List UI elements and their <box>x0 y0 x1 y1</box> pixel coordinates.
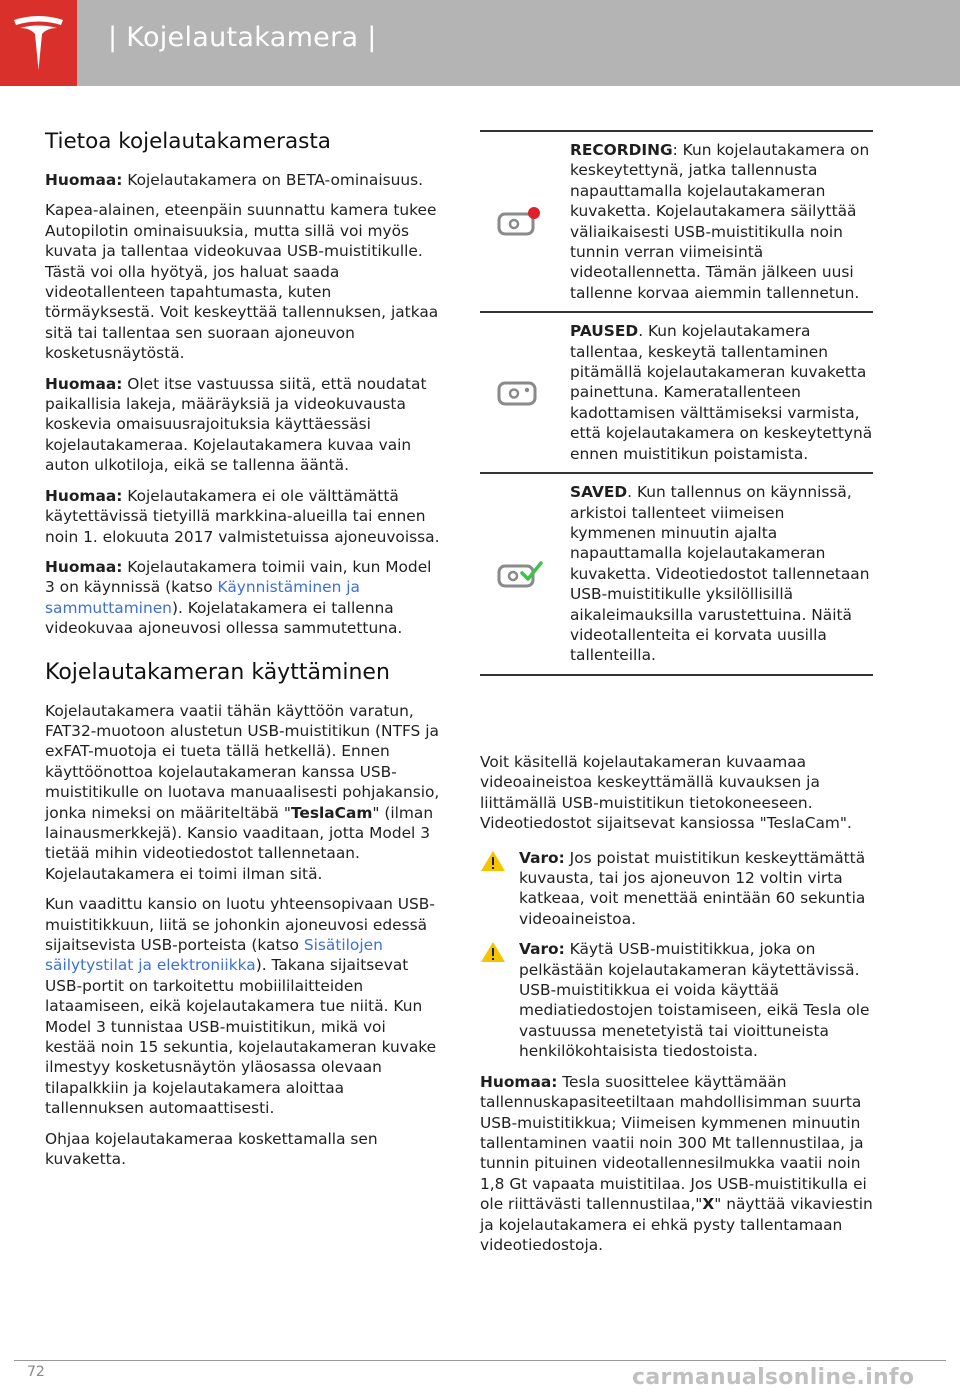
note-beta <box>45 170 440 190</box>
link-interior-storage[interactable]: Sisätilojen säilytystilat ja elektroniikka <box>45 936 383 975</box>
note-label: Huomaa: <box>45 486 123 505</box>
status-description: . Kun tallennus on käynnissä, arkistoi tallenteet viimeisen kymmenen minuutin ajalta napauttamalla kojelautakameran kuvaketta. Videotiedostot tallennetaan USB-muistitikulle yksilöllisillä aikaleimauksilla varustettuina. Näitä videotallenteita ei korvata uusilla tallenteilla. <box>570 483 870 665</box>
page-header <box>0 0 960 86</box>
note-text: Olet itse vastuussa siitä, että noudatat paikallisia lakeja, määräyksiä ja videokuvausta koskevia omaisuusrajoituksia käyttäessäsi kojelautakameraa. Kojelautakamera kuvaa vain auton ulkotiloja, eikä se tallenna ääntä. <box>45 374 427 475</box>
note-text: Kojelautakamera ei ole välttämättä käytettävissä tietyillä markkina-alueilla tai ennen noin 1. elokuuta 2017 valmistetuissa ajoneuvoissa. <box>45 486 440 546</box>
folder-name: TeslaCam <box>290 803 373 822</box>
page-title: | Kojelautakamera | <box>108 22 377 53</box>
note-text: Kojelautakamera toimii vain, kun Model 3 on käynnissä (katso <box>45 557 432 597</box>
note-text: " näyttää vikaviestin ja kojelautakamera ei ehkä pysty tallentamaan videotiedostoja. <box>480 1195 873 1254</box>
caution-text: Käytä USB-muistitikkua, joka on pelkästään kojelautakameran käytettävissä. USB-muistitikkua ei voida käyttää mediatiedostojen toistamiseen, eikä Tesla ole vastuussa menetetyistä tai vioittuneista henkilökohtaisista tiedostoista. <box>519 940 870 1061</box>
link-starting-stopping[interactable]: Käynnistäminen ja sammuttaminen <box>45 578 360 617</box>
paragraph-text: " (ilman lainausmerkkejä). Kansio vaaditaan, jotta Model 3 tietää mihin videotiedostot tallennetaan. Kojelautakamera ei toimi ilman sitä. <box>45 803 434 883</box>
page-number: 72 <box>27 1364 45 1380</box>
note-label: Huomaa: <box>480 1072 558 1091</box>
note-legal <box>45 374 440 476</box>
caution-label: Varo: <box>519 848 565 867</box>
status-label: PAUSED <box>570 322 639 341</box>
caution-dedicated-usb <box>480 939 875 1061</box>
watermark: carmanualsonline.info <box>632 1365 915 1390</box>
icon-table <box>480 130 873 676</box>
status-label: RECORDING <box>570 141 673 159</box>
tesla-logo <box>0 0 77 86</box>
note-text: Kojelautakamera on BETA-ominaisuus. <box>122 171 424 189</box>
table-row-paused <box>480 311 873 472</box>
status-description: : Kun kojelautakamera on keskeytettynä, jatka tallennusta napauttamalla kojelautakameran kuvaketta. Kojelautakamera säilyttää väliaikaisesti USB-muistitikulla noin tunnin verran viimeisintä videotallennetta. Tämän jälkeen uusi tallenne korvaa aiemmin tallennetun. <box>570 141 870 302</box>
note-text: Tesla suosittelee käyttämään tallennuskapasiteetiltaan mahdollisimman suurta USB-muistitikkua; Viimeisen kymmenen minuutin tallentaminen vaatii noin 300 Mt tallennustilaa, ja tunnin pituinen videotallennesilmukka vaatii noin 1,8 Gt vapaata muistitilaa. Jos USB-muistitikulla ei ole riittävästi tallennustilaa," <box>480 1072 867 1214</box>
paragraph-access-video: Voit käsitellä kojelautakameran kuvaamaa videoaineistoa keskeyttämällä kuvauksen ja liittämällä USB-muistitikun tietokoneeseen. Videotiedostot sijaitsevat kansiossa "TeslaCam". <box>480 753 852 833</box>
left-column <box>45 128 440 1179</box>
note-label: Huomaa: <box>45 557 123 576</box>
dashcam-paused-icon <box>496 376 544 410</box>
footer-divider <box>14 1360 946 1361</box>
note-text: ). Kojelatakamera ei tallenna videokuvaa ajoneuvosi ollessa sammutettuna. <box>45 598 403 638</box>
warning-triangle-icon <box>480 850 506 872</box>
note-label: Huomaa: <box>45 171 123 189</box>
dashcam-saved-icon <box>496 557 544 591</box>
paragraph-intro: Kapea-alainen, eteenpäin suunnattu kamera tukee Autopilotin ominaisuuksia, mutta sillä voi myös kuvata ja tallentaa videokuvaa USB-muistitikulle. Tästä voi olla hyötyä, jos haluat saada videotallenteen tapahtumasta, kuten törmäyksestä. Voit keskeyttää tallennuksen, jatkaa sitä tai tallentaa sen suoraan ajoneuvon kosketusnäytöstä. <box>45 201 439 363</box>
note-availability <box>45 486 440 547</box>
note-capacity <box>480 1072 875 1256</box>
section-heading-using: Kojelautakameran käyttäminen <box>45 659 390 685</box>
right-column <box>480 752 875 1265</box>
section-heading-about: Tietoa kojelautakamerasta <box>45 129 331 154</box>
warning-triangle-icon <box>480 941 506 963</box>
tesla-logo-icon <box>12 14 65 72</box>
status-description: . Kun kojelautakamera tallentaa, keskeytä tallentaminen pitämällä kojelautakameran kuvaketta painettuna. Kameratallenteen kadottamisen välttämiseksi varmista, että kojelautakamera on keskeytettynä ennen muistitikun poistamista. <box>570 322 873 463</box>
caution-label: Varo: <box>519 940 565 959</box>
paragraph-usb-ports <box>45 894 440 1118</box>
paragraph-control: Ohjaa kojelautakameraa koskettamalla sen kuvaketta. <box>45 1129 378 1169</box>
note-label: Huomaa: <box>45 374 123 393</box>
error-symbol: X <box>702 1195 715 1214</box>
caution-data-loss <box>480 848 875 930</box>
table-row-recording <box>480 130 873 311</box>
note-power <box>45 557 440 639</box>
caution-text: Jos poistat muistitikun keskeyttämättä kuvausta, tai jos ajoneuvon 12 voltin virta katkeaa, voit menettää enintään 60 sekuntia videoaineistoa. <box>519 848 866 928</box>
dashcam-recording-icon <box>496 205 544 239</box>
paragraph-text: ). Takana sijaitsevat USB-portit on tarkoitettu mobiililaitteiden lataamiseen, eikä kojelautakamera tue niitä. Kun Model 3 tunnistaa USB-muistitikun, mikä voi kestää noin 15 sekuntia, kojelautakameran kuvake ilmestyy kosketusnäytön yläosassa olevaan tilapalkkiin ja kojelautakamera aloittaa tallennuksen automaattisesti. <box>45 956 437 1118</box>
table-row-saved <box>480 472 873 676</box>
status-label: SAVED <box>570 483 628 502</box>
paragraph-text: Kun vaadittu kansio on luotu yhteensopivaan USB-muistitikkuun, liitä se johonkin ajoneuvosi edessä sijaitsevista USB-porteista (katso <box>45 895 435 954</box>
paragraph-text: Kojelautakamera vaatii tähän käyttöön varatun, FAT32-muotoon alustetun USB-muistitikun (NTFS ja exFAT-muotoja ei tueta tällä hetkellä). Ennen käyttöönottoa kojelautakameran kanssa USB-muistitikulle on luotava manuaalisesti pohjakansio, jonka nimeksi on määriteltäbä " <box>45 701 440 822</box>
paragraph-usb-requirements <box>45 701 440 885</box>
